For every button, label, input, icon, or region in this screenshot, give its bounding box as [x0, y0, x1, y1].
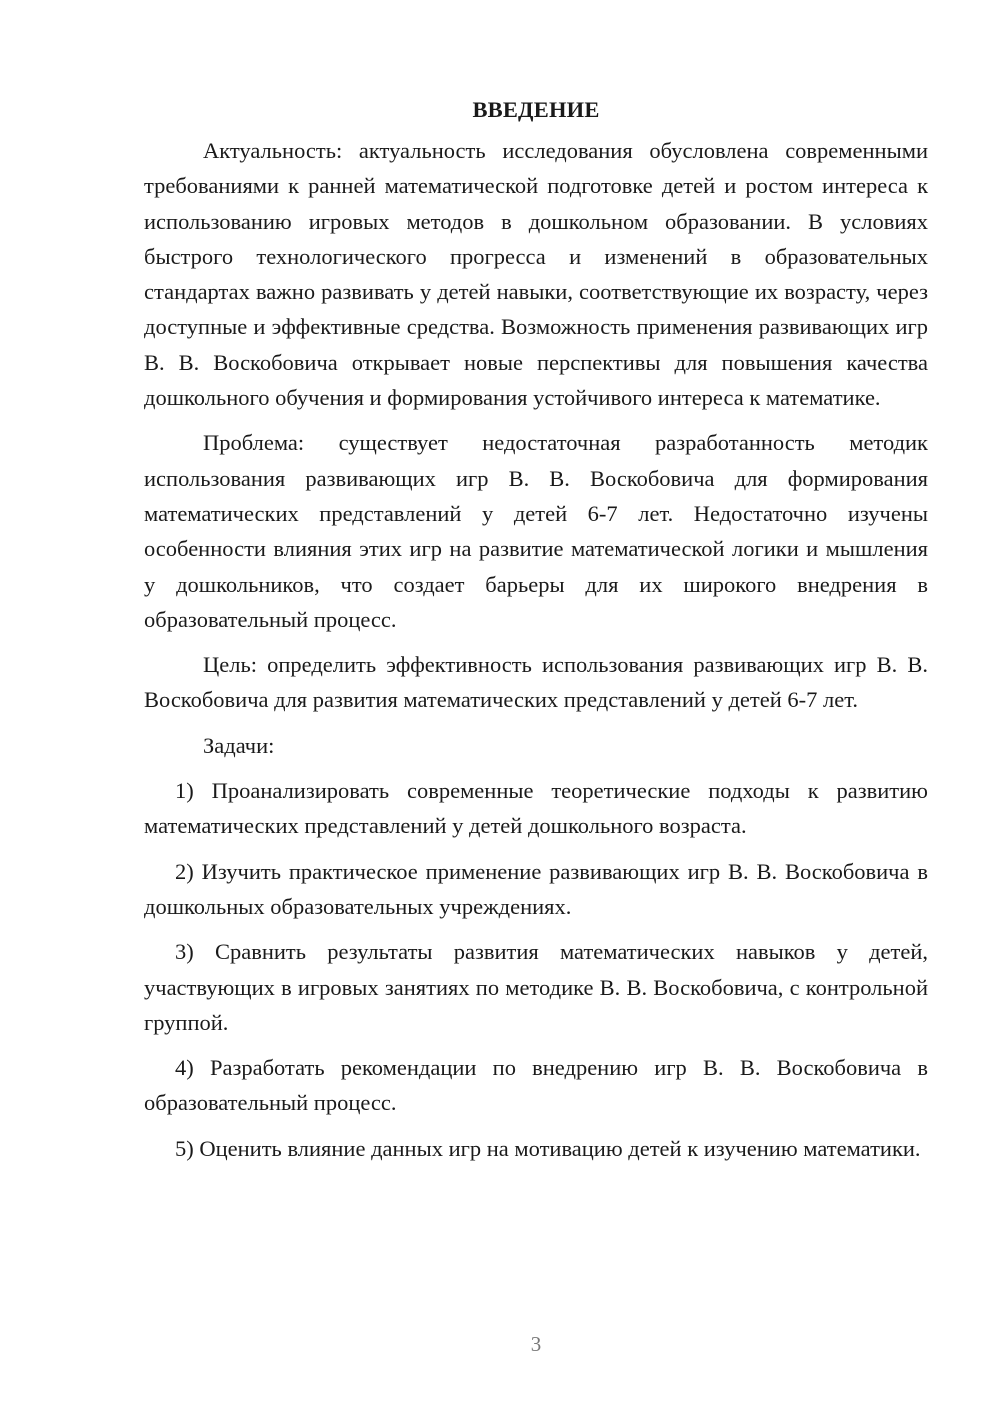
goal-paragraph: Цель: определить эффективность использования развивающих игр В. В. Воскобовича для развития математических представлений у детей 6-7 лет.	[144, 652, 928, 713]
page-number: 3	[530, 1332, 542, 1356]
task-item-3: 3) Сравнить результаты развития математических навыков у детей, участвующих в игровых занятиях по методике В. В. Воскобовича, с контрольной группой.	[144, 939, 928, 1035]
section-title: ВВЕДЕНИЕ	[472, 97, 600, 122]
task-item-2: 2) Изучить практическое применение развивающих игр В. В. Воскобовича в дошкольных образовательных учреждениях.	[144, 858, 928, 919]
tasks-list	[144, 773, 928, 1166]
task-item-1: 1) Проанализировать современные теоретические подходы к развитию математических представлений у детей дошкольного возраста.	[144, 778, 928, 839]
task-item-5: 5) Оценить влияние данных игр на мотивацию детей к изучению математики.	[175, 1135, 921, 1161]
relevance-paragraph: Актуальность: актуальность исследования обусловлена современными требованиями к ранней математической подготовке детей и ростом интереса к использованию игровых методов в дошкольном образовании. В условиях быстрого технологического прогресса и изменений в образовательных стандартах важно развивать у детей навыки, соответствующие их возрасту, через доступные и эффективные средства. Возможность применения развивающих игр В. В. Воскобовича открывает новые перспективы для повышения качества дошкольного обучения и формирования устойчивого интереса к математике.	[144, 138, 928, 411]
document-page	[144, 92, 928, 1166]
tasks-label: Задачи:	[203, 732, 275, 758]
task-item-4: 4) Разработать рекомендации по внедрению игр В. В. Воскобовича в образовательный процесс.	[144, 1055, 928, 1116]
problem-paragraph: Проблема: существует недостаточная разработанность методик использования развивающих игр В. В. Воскобовича для формирования математических представлений у детей 6-7 лет. Недостаточно изучены особенности влияния этих игр на развитие математической логики и мышления у дошкольников, что создает барьеры для их широкого внедрения в образовательный процесс.	[144, 430, 928, 632]
